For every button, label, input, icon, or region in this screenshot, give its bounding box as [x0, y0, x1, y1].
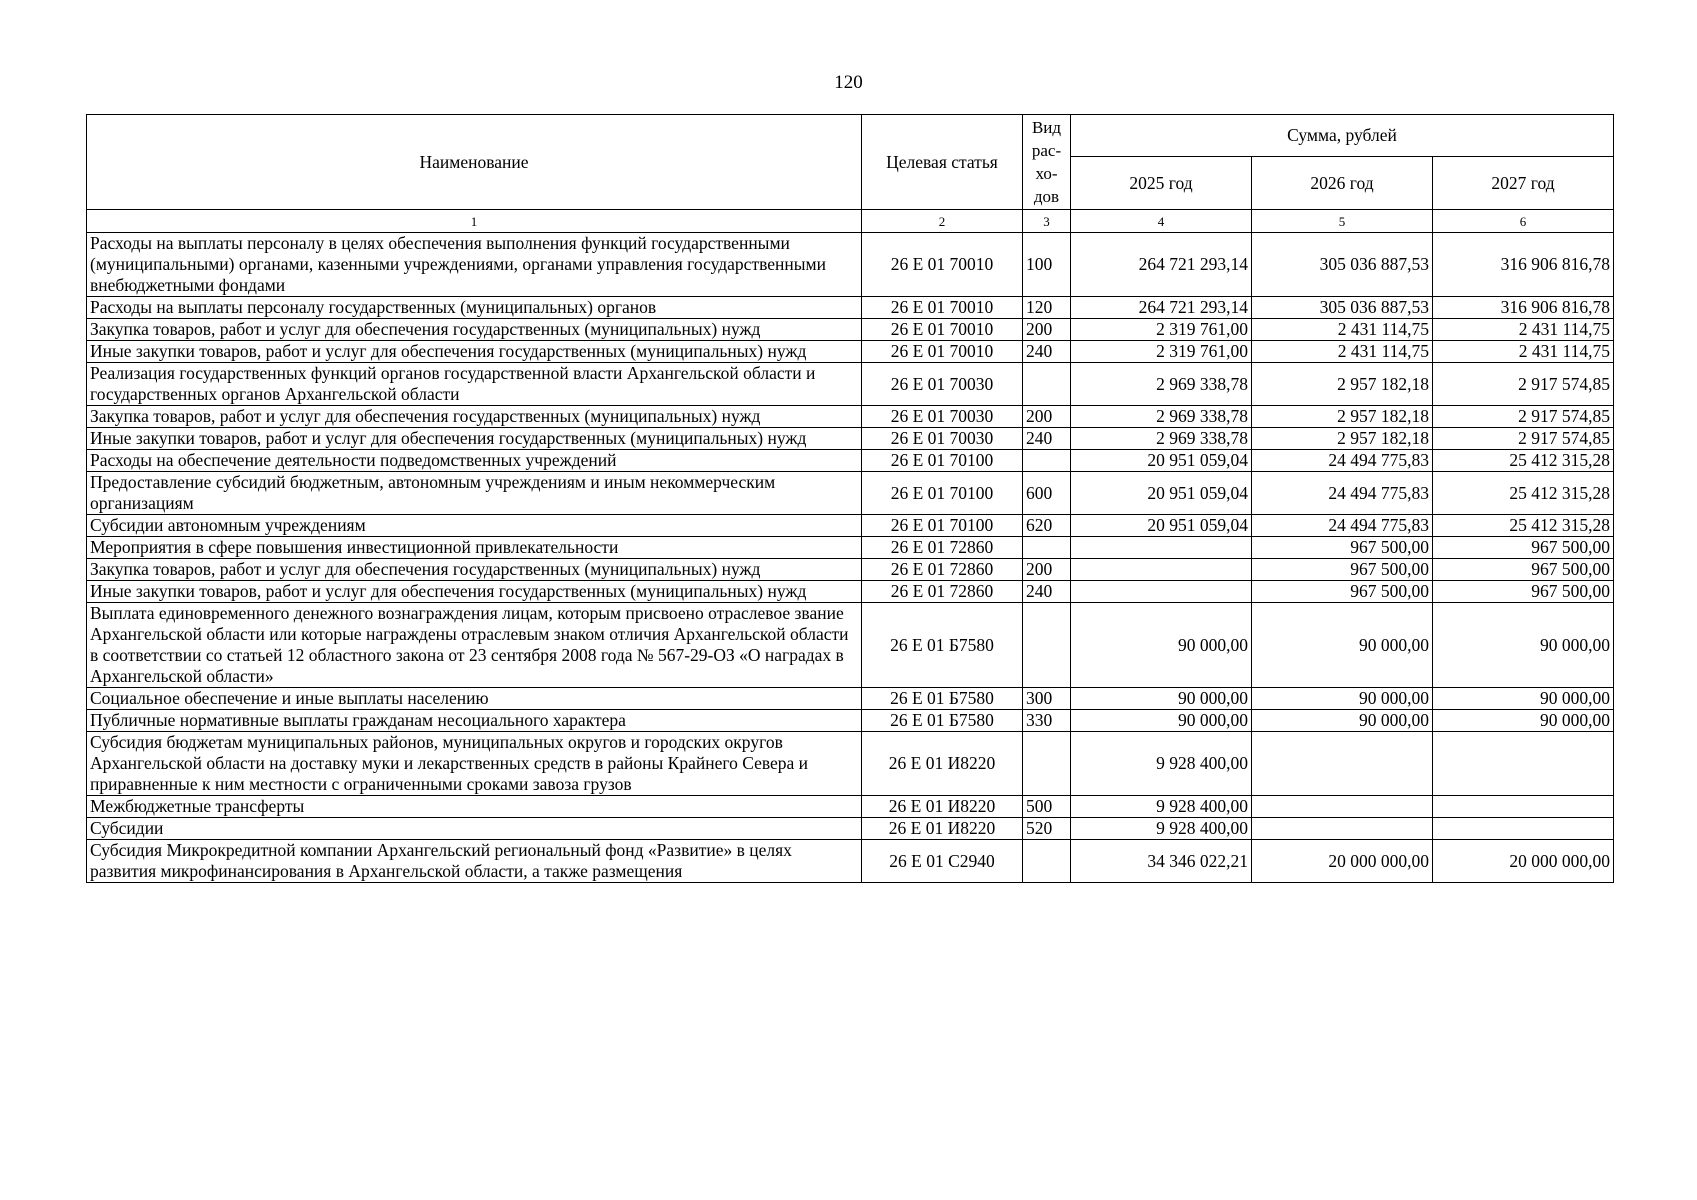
- table-row: [87, 603, 1614, 688]
- expense-type-code: 240: [1023, 428, 1071, 450]
- target-item-code: 26 Е 01 70100: [862, 450, 1023, 472]
- row-name: Предоставление субсидий бюджетным, автономным учреждениям и иным некоммерческим организациям: [87, 472, 862, 515]
- table-row: [87, 537, 1614, 559]
- amount-2027: 25 412 315,28: [1433, 450, 1614, 472]
- amount-2025: 2 319 761,00: [1071, 341, 1252, 363]
- amount-2027: 967 500,00: [1433, 559, 1614, 581]
- amount-2025: 9 928 400,00: [1071, 732, 1252, 796]
- column-number: 3: [1023, 210, 1071, 233]
- amount-2025: 90 000,00: [1071, 710, 1252, 732]
- amount-2025: 9 928 400,00: [1071, 818, 1252, 840]
- row-name: Расходы на выплаты персоналу государственных (муниципальных) органов: [87, 297, 862, 319]
- amount-2025: 264 721 293,14: [1071, 297, 1252, 319]
- target-item-code: 26 Е 01 70100: [862, 472, 1023, 515]
- table-row: [87, 581, 1614, 603]
- target-item-code: 26 Е 01 70030: [862, 406, 1023, 428]
- target-item-code: 26 Е 01 72860: [862, 581, 1023, 603]
- row-name: Мероприятия в сфере повышения инвестиционной привлекательности: [87, 537, 862, 559]
- expense-type-code: [1023, 840, 1071, 883]
- header-target-item: Целевая статья: [862, 115, 1023, 210]
- amount-2026: 967 500,00: [1252, 537, 1433, 559]
- amount-2027: 2 431 114,75: [1433, 319, 1614, 341]
- column-number: 2: [862, 210, 1023, 233]
- row-name: Межбюджетные трансферты: [87, 796, 862, 818]
- amount-2025: 2 969 338,78: [1071, 406, 1252, 428]
- column-number: 1: [87, 210, 862, 233]
- expense-type-code: 100: [1023, 233, 1071, 297]
- amount-2026: 90 000,00: [1252, 603, 1433, 688]
- amount-2026: 2 431 114,75: [1252, 319, 1433, 341]
- budget-table: [86, 114, 1614, 883]
- expense-type-code: 620: [1023, 515, 1071, 537]
- row-name: Иные закупки товаров, работ и услуг для обеспечения государственных (муниципальных) нужд: [87, 581, 862, 603]
- amount-2027: 2 917 574,85: [1433, 363, 1614, 406]
- table-row: [87, 319, 1614, 341]
- target-item-code: 26 Е 01 70030: [862, 363, 1023, 406]
- amount-2025: 90 000,00: [1071, 603, 1252, 688]
- amount-2025: [1071, 559, 1252, 581]
- header-year-2027: 2027 год: [1433, 157, 1614, 210]
- column-number-row: [87, 210, 1614, 233]
- target-item-code: 26 Е 01 70010: [862, 233, 1023, 297]
- expense-type-code: 520: [1023, 818, 1071, 840]
- expense-type-code: 330: [1023, 710, 1071, 732]
- amount-2027: 2 431 114,75: [1433, 341, 1614, 363]
- amount-2027: 90 000,00: [1433, 710, 1614, 732]
- target-item-code: 26 Е 01 70030: [862, 428, 1023, 450]
- amount-2025: [1071, 537, 1252, 559]
- expense-type-code: 240: [1023, 581, 1071, 603]
- amount-2027: 90 000,00: [1433, 688, 1614, 710]
- amount-2026: 24 494 775,83: [1252, 472, 1433, 515]
- column-number: 6: [1433, 210, 1614, 233]
- amount-2027: 316 906 816,78: [1433, 297, 1614, 319]
- amount-2025: 2 969 338,78: [1071, 363, 1252, 406]
- target-item-code: 26 Е 01 70100: [862, 515, 1023, 537]
- amount-2025: [1071, 581, 1252, 603]
- table-row: [87, 688, 1614, 710]
- amount-2026: 2 431 114,75: [1252, 341, 1433, 363]
- amount-2027: [1433, 818, 1614, 840]
- amount-2026: 20 000 000,00: [1252, 840, 1433, 883]
- amount-2026: [1252, 732, 1433, 796]
- amount-2025: 20 951 059,04: [1071, 515, 1252, 537]
- column-number: 5: [1252, 210, 1433, 233]
- table-row: [87, 297, 1614, 319]
- table-row: [87, 840, 1614, 883]
- row-name: Выплата единовременного денежного вознаграждения лицам, которым присвоено отраслевое звание Архангельской области или которые награждены отраслевым знаком отличия Архангельской области в соответствии со статьей 12 областного закона от 23 сентября 2008 года № 567-29-ОЗ «О наградах в Архангельской области»: [87, 603, 862, 688]
- row-name: Субсидия бюджетам муниципальных районов, муниципальных округов и городских округов Архангельской области на доставку муки и лекарственных средств в районы Крайнего Севера и приравненные к ним местности с ограниченными сроками завоза грузов: [87, 732, 862, 796]
- table-row: [87, 233, 1614, 297]
- table-row: [87, 363, 1614, 406]
- target-item-code: 26 Е 01 70010: [862, 319, 1023, 341]
- amount-2027: [1433, 796, 1614, 818]
- header-year-2025: 2025 год: [1071, 157, 1252, 210]
- table-row: [87, 818, 1614, 840]
- target-item-code: 26 Е 01 70010: [862, 297, 1023, 319]
- table-row: [87, 341, 1614, 363]
- row-name: Закупка товаров, работ и услуг для обеспечения государственных (муниципальных) нужд: [87, 559, 862, 581]
- target-item-code: 26 Е 01 Б7580: [862, 603, 1023, 688]
- amount-2026: [1252, 818, 1433, 840]
- expense-type-code: 240: [1023, 341, 1071, 363]
- amount-2026: 967 500,00: [1252, 581, 1433, 603]
- expense-type-code: 200: [1023, 406, 1071, 428]
- table-row: [87, 472, 1614, 515]
- amount-2026: 24 494 775,83: [1252, 515, 1433, 537]
- header-year-2026: 2026 год: [1252, 157, 1433, 210]
- row-name: Расходы на выплаты персоналу в целях обеспечения выполнения функций государственными (муниципальными) органами, казенными учреждениями, органами управления государственными внебюджетными фондами: [87, 233, 862, 297]
- row-name: Закупка товаров, работ и услуг для обеспечения государственных (муниципальных) нужд: [87, 406, 862, 428]
- target-item-code: 26 Е 01 72860: [862, 537, 1023, 559]
- amount-2027: 90 000,00: [1433, 603, 1614, 688]
- table-row: [87, 732, 1614, 796]
- amount-2026: 90 000,00: [1252, 710, 1433, 732]
- amount-2027: 25 412 315,28: [1433, 472, 1614, 515]
- expense-type-code: 500: [1023, 796, 1071, 818]
- row-name: Субсидия Микрокредитной компании Архангельский региональный фонд «Развитие» в целях развития микрофинансирования в Архангельской области, а также размещения: [87, 840, 862, 883]
- amount-2025: 20 951 059,04: [1071, 450, 1252, 472]
- target-item-code: 26 Е 01 И8220: [862, 732, 1023, 796]
- page-number: 120: [834, 72, 863, 93]
- row-name: Субсидии: [87, 818, 862, 840]
- header-expense-type: Вид рас-хо-дов: [1023, 115, 1071, 210]
- amount-2027: 2 917 574,85: [1433, 428, 1614, 450]
- amount-2025: 90 000,00: [1071, 688, 1252, 710]
- amount-2026: 305 036 887,53: [1252, 297, 1433, 319]
- amount-2026: 90 000,00: [1252, 688, 1433, 710]
- amount-2027: 967 500,00: [1433, 581, 1614, 603]
- target-item-code: 26 Е 01 Б7580: [862, 688, 1023, 710]
- amount-2025: 9 928 400,00: [1071, 796, 1252, 818]
- table-row: [87, 428, 1614, 450]
- table-row: [87, 515, 1614, 537]
- row-name: Иные закупки товаров, работ и услуг для обеспечения государственных (муниципальных) нужд: [87, 341, 862, 363]
- amount-2025: 34 346 022,21: [1071, 840, 1252, 883]
- amount-2026: 305 036 887,53: [1252, 233, 1433, 297]
- header-name: Наименование: [87, 115, 862, 210]
- target-item-code: 26 Е 01 С2940: [862, 840, 1023, 883]
- row-name: Публичные нормативные выплаты гражданам несоциального характера: [87, 710, 862, 732]
- row-name: Социальное обеспечение и иные выплаты населению: [87, 688, 862, 710]
- row-name: Расходы на обеспечение деятельности подведомственных учреждений: [87, 450, 862, 472]
- amount-2025: 2 969 338,78: [1071, 428, 1252, 450]
- table-row: [87, 796, 1614, 818]
- amount-2027: 2 917 574,85: [1433, 406, 1614, 428]
- target-item-code: 26 Е 01 И8220: [862, 818, 1023, 840]
- amount-2027: [1433, 732, 1614, 796]
- expense-type-code: 600: [1023, 472, 1071, 515]
- amount-2027: 967 500,00: [1433, 537, 1614, 559]
- amount-2026: [1252, 796, 1433, 818]
- expense-type-code: 200: [1023, 559, 1071, 581]
- column-number: 4: [1071, 210, 1252, 233]
- expense-type-code: 120: [1023, 297, 1071, 319]
- table-row: [87, 406, 1614, 428]
- amount-2026: 24 494 775,83: [1252, 450, 1433, 472]
- row-name: Реализация государственных функций органов государственной власти Архангельской области и государственных органов Архангельской области: [87, 363, 862, 406]
- row-name: Субсидии автономным учреждениям: [87, 515, 862, 537]
- amount-2026: 967 500,00: [1252, 559, 1433, 581]
- header-sum: Сумма, рублей: [1071, 115, 1614, 157]
- expense-type-code: [1023, 363, 1071, 406]
- row-name: Закупка товаров, работ и услуг для обеспечения государственных (муниципальных) нужд: [87, 319, 862, 341]
- expense-type-code: [1023, 450, 1071, 472]
- expense-type-code: 300: [1023, 688, 1071, 710]
- row-name: Иные закупки товаров, работ и услуг для обеспечения государственных (муниципальных) нужд: [87, 428, 862, 450]
- amount-2027: 316 906 816,78: [1433, 233, 1614, 297]
- target-item-code: 26 Е 01 Б7580: [862, 710, 1023, 732]
- amount-2026: 2 957 182,18: [1252, 428, 1433, 450]
- amount-2025: 264 721 293,14: [1071, 233, 1252, 297]
- amount-2027: 25 412 315,28: [1433, 515, 1614, 537]
- expense-type-code: [1023, 537, 1071, 559]
- expense-type-code: 200: [1023, 319, 1071, 341]
- table-row: [87, 710, 1614, 732]
- amount-2025: 2 319 761,00: [1071, 319, 1252, 341]
- target-item-code: 26 Е 01 И8220: [862, 796, 1023, 818]
- amount-2025: 20 951 059,04: [1071, 472, 1252, 515]
- table-row: [87, 450, 1614, 472]
- expense-type-code: [1023, 603, 1071, 688]
- target-item-code: 26 Е 01 70010: [862, 341, 1023, 363]
- amount-2027: 20 000 000,00: [1433, 840, 1614, 883]
- amount-2026: 2 957 182,18: [1252, 363, 1433, 406]
- table-row: [87, 559, 1614, 581]
- expense-type-code: [1023, 732, 1071, 796]
- amount-2026: 2 957 182,18: [1252, 406, 1433, 428]
- target-item-code: 26 Е 01 72860: [862, 559, 1023, 581]
